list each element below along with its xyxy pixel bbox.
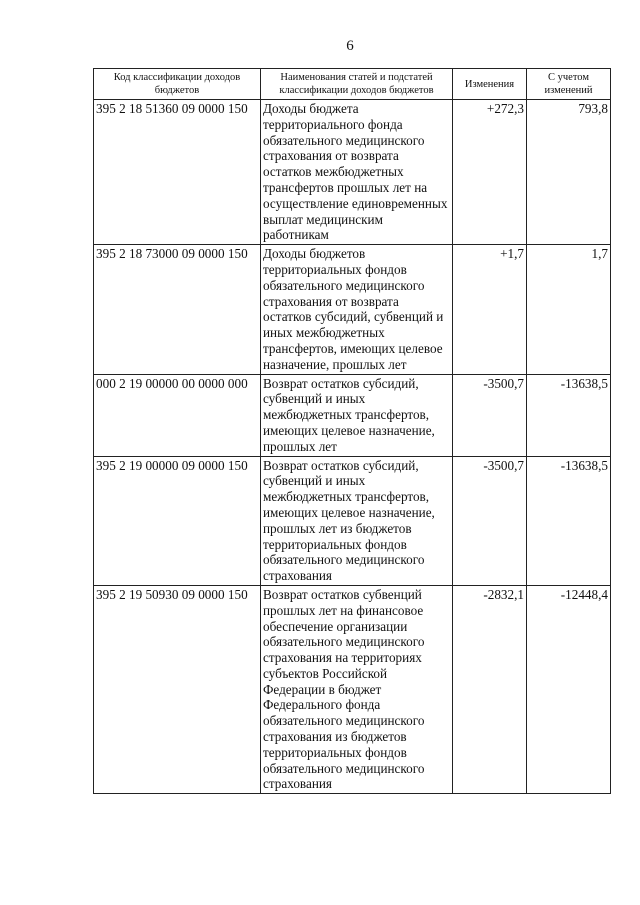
row-change: +272,3 — [453, 100, 527, 245]
row-name: Доходы бюджетов территориальных фондов обязательного медицинского страхования от возврата остатков субсидий, субвенций и иных межбюджетных трансфертов, имеющих целевое назначение, прошлых лет — [261, 245, 453, 374]
row-change: +1,7 — [453, 245, 527, 374]
row-code: 395 2 18 73000 09 0000 150 — [94, 245, 261, 374]
header-changes: Изменения — [453, 69, 527, 100]
table-row — [94, 245, 611, 374]
row-name: Возврат остатков субсидий, субвенций и иных межбюджетных трансфертов, имеющих целевое назначение, прошлых лет — [261, 374, 453, 456]
row-name: Возврат остатков субвенций прошлых лет на финансовое обеспечение организации обязательного медицинского страхования на территориях субъектов Российской Федерации в бюджет Федерального фонда обязательного медицинского страхования из бюджетов территориальных фондов обязательного медицинского страхования — [261, 585, 453, 793]
header-classification-code: Код классификации доходов бюджетов — [94, 69, 261, 100]
row-total: -13638,5 — [527, 456, 611, 585]
budget-revenue-table — [93, 68, 611, 794]
row-change: -3500,7 — [453, 374, 527, 456]
table-row — [94, 100, 611, 245]
table-row — [94, 456, 611, 585]
table-row — [94, 585, 611, 793]
row-total: -12448,4 — [527, 585, 611, 793]
row-total: 1,7 — [527, 245, 611, 374]
header-item-name: Наименования статей и подстатей классификации доходов бюджетов — [261, 69, 453, 100]
table-row — [94, 374, 611, 456]
row-name: Возврат остатков субсидий, субвенций и иных межбюджетных трансфертов, имеющих целевое назначение, прошлых лет из бюджетов территориальных фондов обязательного медицинского страхования — [261, 456, 453, 585]
page-number: 6 — [346, 38, 354, 54]
row-change: -3500,7 — [453, 456, 527, 585]
row-total: 793,8 — [527, 100, 611, 245]
row-code: 000 2 19 00000 00 0000 000 — [94, 374, 261, 456]
row-code: 395 2 18 51360 09 0000 150 — [94, 100, 261, 245]
row-code: 395 2 19 50930 09 0000 150 — [94, 585, 261, 793]
row-code: 395 2 19 00000 09 0000 150 — [94, 456, 261, 585]
table-header-row — [94, 69, 611, 100]
row-change: -2832,1 — [453, 585, 527, 793]
row-total: -13638,5 — [527, 374, 611, 456]
row-name: Доходы бюджета территориального фонда обязательного медицинского страхования от возврата остатков межбюджетных трансфертов прошлых лет на осуществление единовременных выплат медицинским работникам — [261, 100, 453, 245]
header-total-with-changes: С учетом изменений — [527, 69, 611, 100]
